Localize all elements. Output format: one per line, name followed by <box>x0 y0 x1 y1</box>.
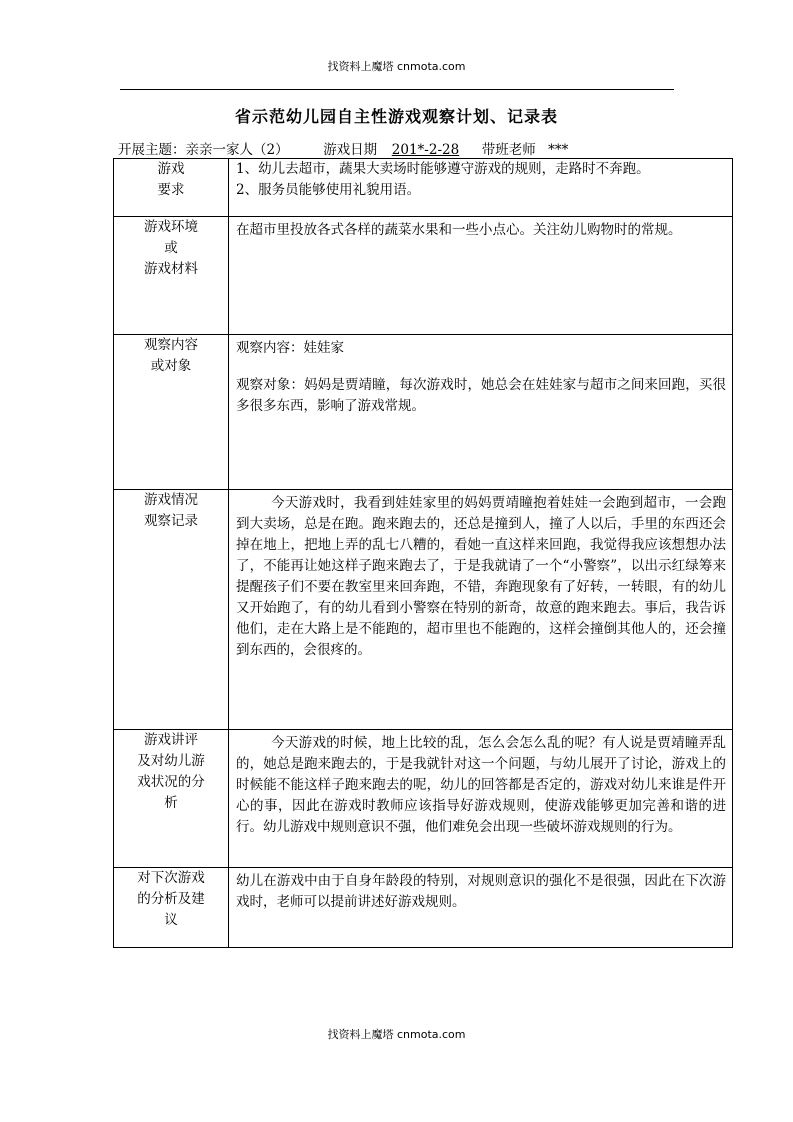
label-analysis <box>114 730 229 868</box>
analysis-text: 今天游戏的时候，地上比较的乱，怎么会怎么乱的呢？有人说是贾靖瞳弄乱的，她总是跑来跑去的，于是我就针对这一个问题，与幼儿展开了讨论，游戏上的时候能不能这样子跑来跑去的呢，幼儿的回答都是否定的，游戏对幼儿来谁是件开心的事，因此在游戏时教师应该指导好游戏规则，使游戏能够更加完善和谐的进行。幼儿游戏中规则意识不强，他们难免会出现一些破坏游戏规则的行为。 <box>236 735 726 835</box>
observation-content: 观察内容：娃娃家 <box>236 340 344 356</box>
label-requirements <box>114 159 229 217</box>
theme-label: 开展主题： <box>118 142 186 158</box>
theme-value: 亲亲一家人（2） <box>185 142 289 158</box>
label-observation <box>114 335 229 490</box>
label-suggestion <box>114 868 229 948</box>
page-header: 找资料上魔塔 cnmota.com <box>327 60 466 73</box>
teacher-value: *** <box>548 142 569 158</box>
meta-line <box>118 138 626 159</box>
label-line: 或对象 <box>150 358 192 374</box>
label-line: 游戏材料 <box>144 261 198 277</box>
content-observation <box>229 335 733 490</box>
content-record <box>229 490 733 730</box>
label-record <box>114 490 229 730</box>
label-line: 观察记录 <box>144 513 198 529</box>
label-line: 游戏讲评 <box>144 732 198 748</box>
requirement-line: 1、幼儿去超市，蔬果大卖场时能够遵守游戏的规则，走路时不奔跑。 <box>236 161 650 177</box>
content-suggestion <box>229 868 733 948</box>
content-requirements <box>229 159 733 217</box>
label-environment <box>114 217 229 335</box>
row-observation <box>114 335 733 490</box>
observation-target: 观察对象：妈妈是贾靖瞳，每次游戏时，她总会在娃娃家与超市之间来回跑，买很多很多东西，影响了游戏常规。 <box>236 377 726 414</box>
label-line: 游戏情况 <box>144 492 198 508</box>
page-footer: 找资料上魔塔 cnmota.com <box>327 1028 466 1041</box>
date-value: 201*-2-28 <box>391 142 460 158</box>
date-label: 游戏日期 <box>323 142 378 158</box>
label-line: 对下次游戏 <box>137 870 205 886</box>
label-line: 游戏环境 <box>144 219 198 235</box>
suggestion-text: 幼儿在游戏中由于自身年龄段的特别，对规则意识的强化不是很强，因此在下次游戏时，老师可以提前讲述好游戏规则。 <box>236 873 726 910</box>
row-analysis <box>114 730 733 868</box>
content-analysis <box>229 730 733 868</box>
row-requirements <box>114 159 733 217</box>
label-line: 戏状况的分 <box>137 774 205 790</box>
label-line: 析 <box>164 795 178 811</box>
teacher-label: 带班老师 <box>481 142 536 158</box>
label-line: 游戏 <box>157 161 185 177</box>
label-line: 或 <box>164 240 178 256</box>
requirement-line: 2、服务员能够使用礼貌用语。 <box>236 182 421 198</box>
row-environment <box>114 217 733 335</box>
content-environment <box>229 217 733 335</box>
row-record <box>114 490 733 730</box>
label-line: 议 <box>164 912 178 928</box>
document-title: 省示范幼儿园自主性游戏观察计划、记录表 <box>234 107 558 126</box>
environment-text: 在超市里投放各式各样的蔬菜水果和一些小点心。关注幼儿购物时的常规。 <box>236 222 682 238</box>
label-line: 观察内容 <box>144 337 198 353</box>
label-line: 及对幼儿游 <box>137 753 205 769</box>
record-table <box>113 158 733 948</box>
header-rule <box>120 89 674 90</box>
record-text: 今天游戏时，我看到娃娃家里的妈妈贾靖瞳抱着娃娃一会跑到超市，一会跑到大卖场，总是在跑。跑来跑去的，还总是撞到人，撞了人以后，手里的东西还会掉在地上，把地上弄的乱七八糟的，看她一直这样来回跑，我觉得我应该想想办法了，不能再让她这样子跑来跑去了，于是我就请了一个“小警察”，以出示红绿筹来提醒孩子们不要在教室里来回奔跑，不错，奔跑现象有了好转，一转眼，有的幼儿又开始跑了，有的幼儿看到小警察在特别的新奇，故意的跑来跑去。事后，我告诉他们，走在大路上是不能跑的，超市里也不能跑的，这样会撞倒其他人的，还会撞到东西的，会很疼的。 <box>236 495 726 658</box>
row-suggestion <box>114 868 733 948</box>
label-line: 的分析及建 <box>137 891 205 907</box>
label-line: 要求 <box>157 182 185 198</box>
